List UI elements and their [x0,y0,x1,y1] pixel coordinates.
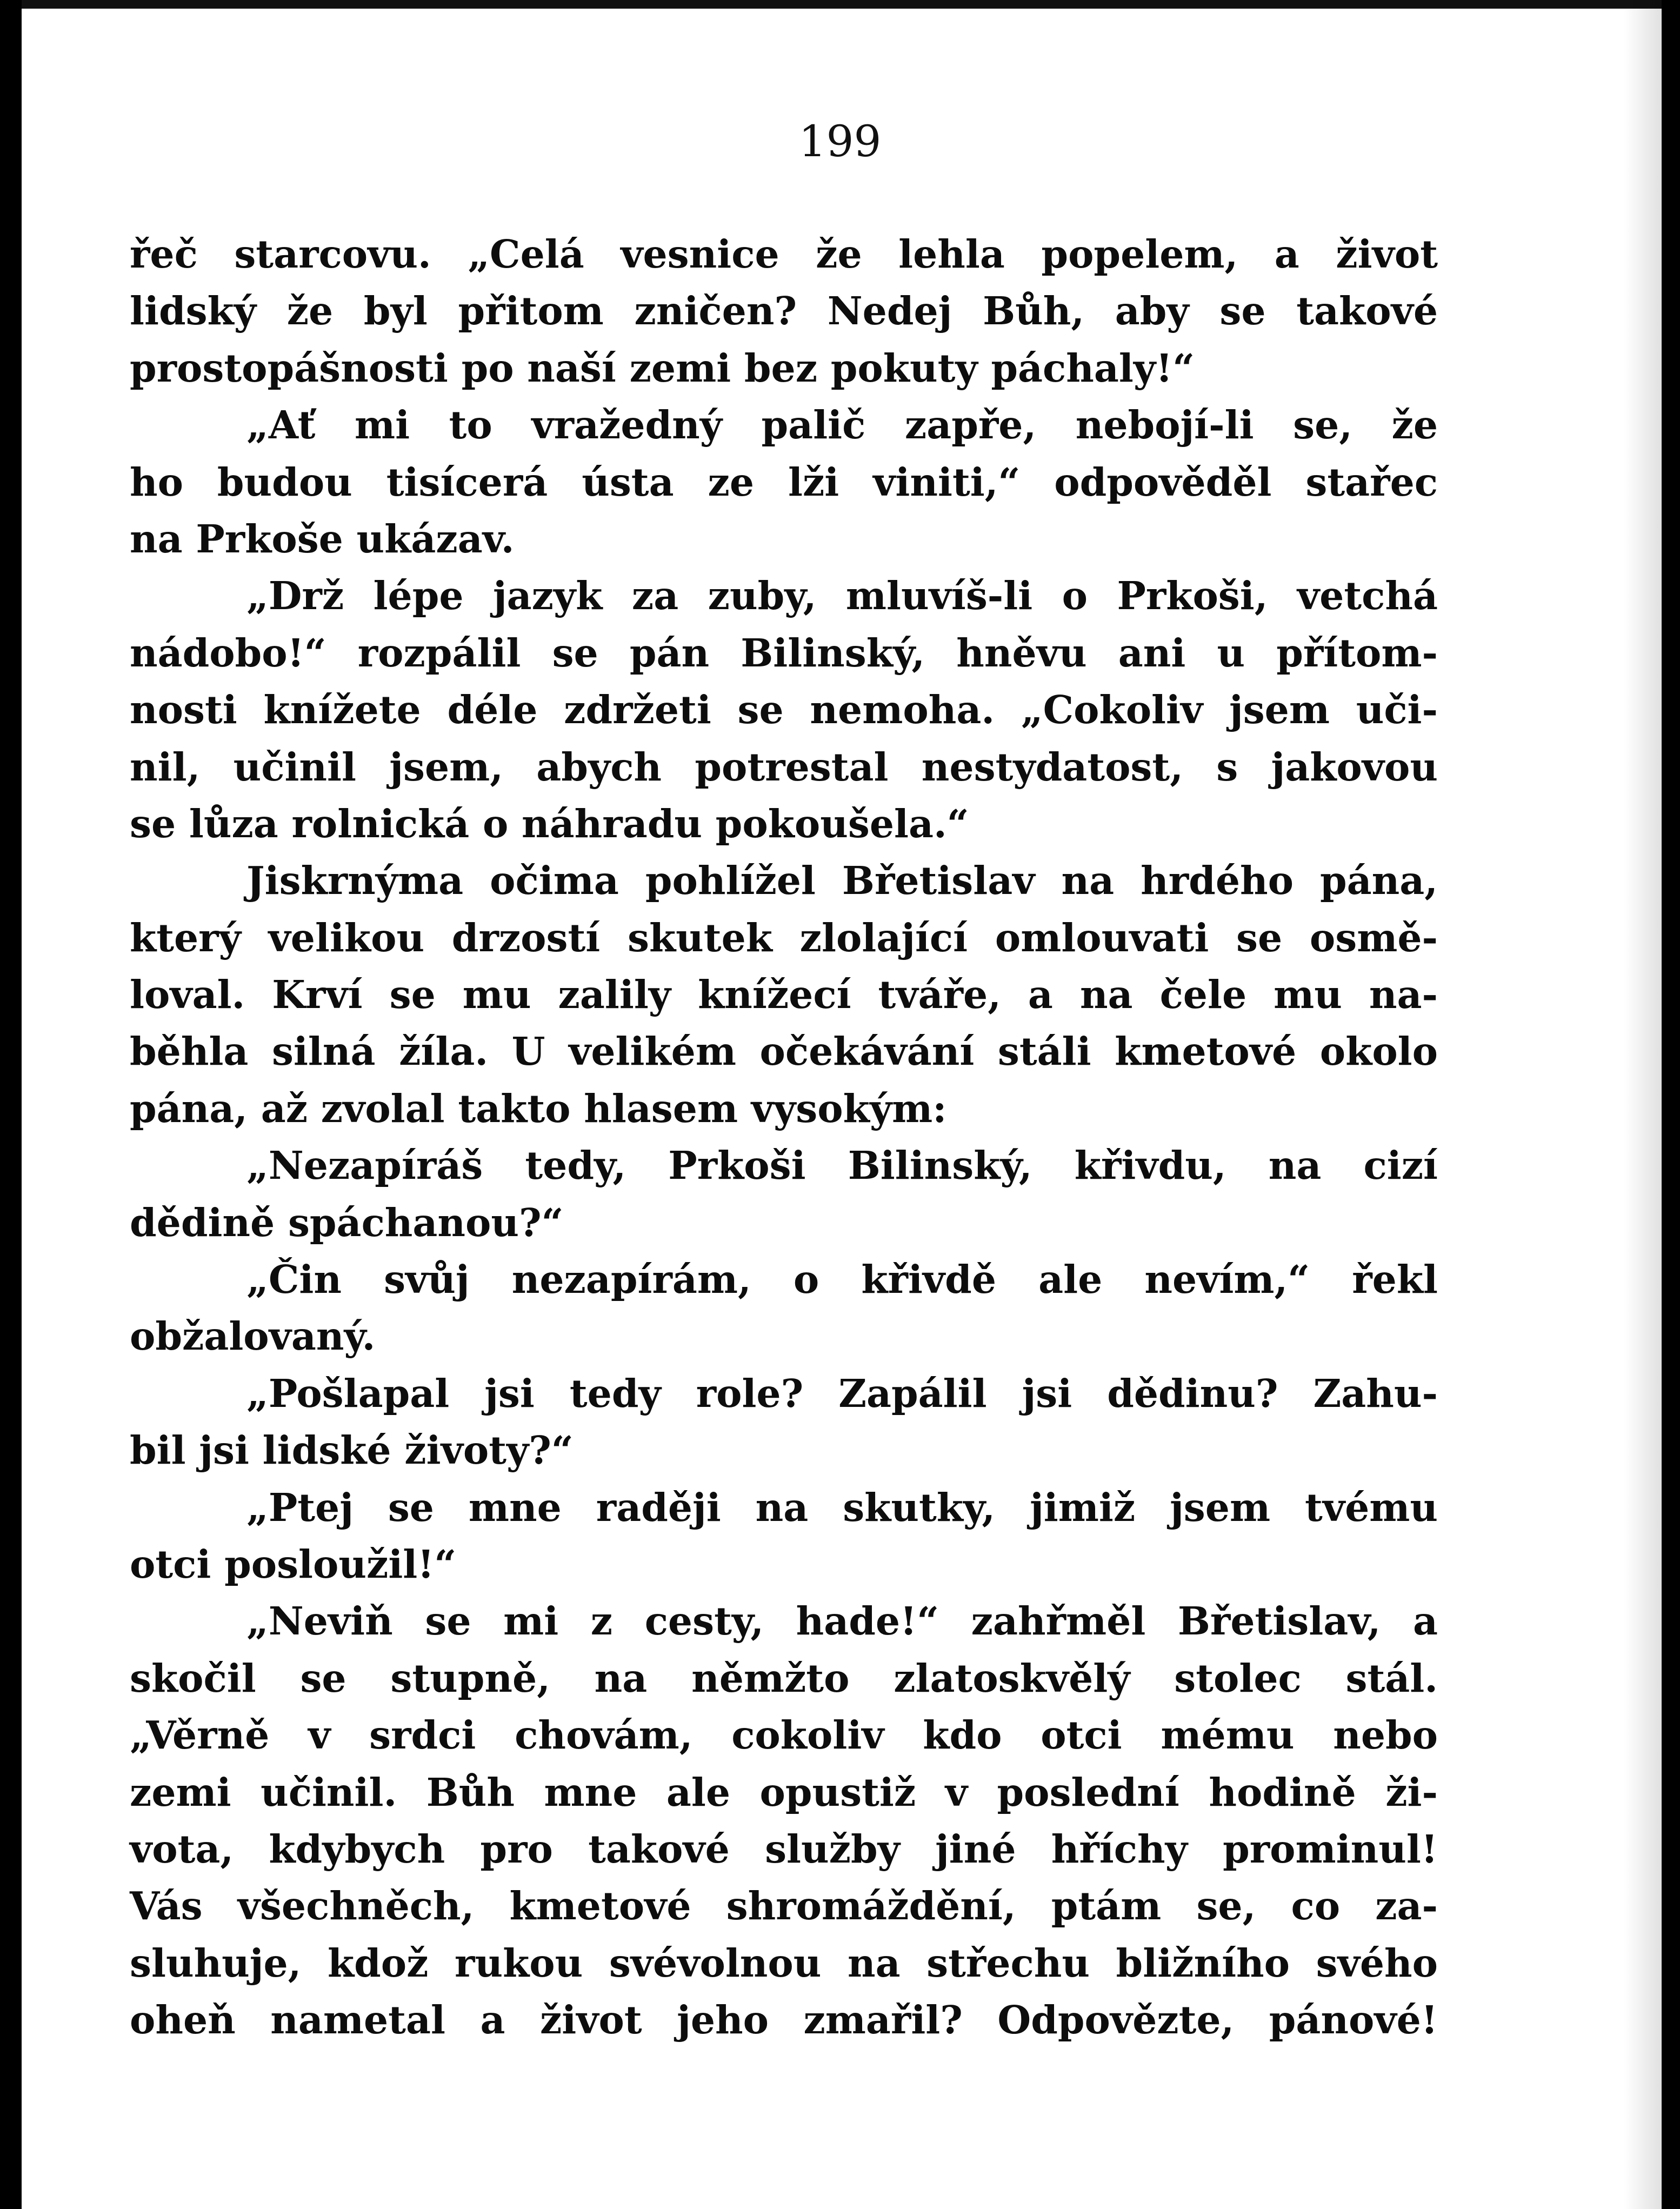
text-line: vota, kdybych pro takové služby jiné hříchy prominul! [130,1826,1438,1872]
text-line: oheň nametal a život jeho zmařil? Odpovězte, pánové! [130,1997,1438,2043]
text-line: „Pošlapal jsi tedy role? Zapálil jsi dědinu? Zahu- [246,1370,1438,1416]
text-line: zemi učinil. Bůh mne ale opustiž v poslední hodině ži- [130,1769,1438,1815]
page-shadow-right [1624,0,1662,2209]
body-text [130,226,1438,2049]
text-line: loval. Krví se mu zalily knížecí tváře, a na čele mu na- [130,972,1438,1018]
text-line: „Ptej se mne raději na skutky, jimiž jsem tvému [246,1484,1438,1530]
text-line: „Drž lépe jazyk za zuby, mluvíš-li o Prkoši, vetchá [246,573,1438,619]
scan-border-left [0,0,22,2209]
text-line: který velikou drzostí skutek zlolající omlouvati se osmě- [130,915,1438,960]
text-line: prostopášnosti po naší zemi bez pokuty páchaly!“ [130,345,1195,391]
text-line: „Neviň se mi z cesty, hade!“ zahřměl Břetislav, a [246,1598,1438,1644]
text-line: pána, až zvolal takto hlasem vysokým: [130,1085,947,1131]
text-line: se lůza rolnická o náhradu pokoušela.“ [130,800,969,846]
scan-border-top [0,0,1680,9]
text-line: nosti knížete déle zdržeti se nemoha. „Cokoliv jsem uči- [130,687,1438,733]
text-line: sluhuje, kdož rukou svévolnou na střechu bližního svého [130,1940,1438,1986]
text-line: „Nezapíráš tedy, Prkoši Bilinský, křivdu, na cizí [246,1143,1438,1189]
text-line: Vás všechněch, kmetové shromáždění, ptám se, co za- [130,1883,1438,1929]
text-line: otci posloužil!“ [130,1541,457,1587]
text-line: lidský že byl přitom zničen? Nedej Bůh, aby se takové [130,288,1438,334]
text-line: běhla silná žíla. U velikém očekávání stáli kmetové okolo [130,1029,1438,1075]
text-line: skočil se stupně, na němžto zlatoskvělý stolec stál. [130,1655,1438,1701]
text-line: dědině spáchanou?“ [130,1199,564,1245]
text-line: „Ať mi to vražedný palič zapře, nebojí-li se, že [246,402,1438,448]
page-number: 199 [798,116,882,166]
text-line: bil jsi lidské životy?“ [130,1427,574,1473]
text-line: „Věrně v srdci chovám, cokoliv kdo otci mému nebo [130,1712,1438,1758]
text-line: „Čin svůj nezapírám, o křivdě ale nevím,“ řekl [246,1257,1438,1303]
text-line: ho budou tisícerá ústa ze lži viniti,“ odpověděl stařec [130,459,1438,505]
text-line: na Prkoše ukázav. [130,516,515,562]
text-line: obžalovaný. [130,1313,376,1359]
text-line: Jiskrnýma očima pohlížel Břetislav na hrdého pána, [246,858,1438,904]
text-line: nil, učinil jsem, abych potrestal nestydatost, s jakovou [130,744,1438,790]
text-line: řeč starcovu. „Celá vesnice že lehla popelem, a život [130,231,1438,277]
scan-border-right [1662,0,1680,2209]
text-line: nádobo!“ rozpálil se pán Bilinský, hněvu ani u přítom- [130,630,1438,676]
